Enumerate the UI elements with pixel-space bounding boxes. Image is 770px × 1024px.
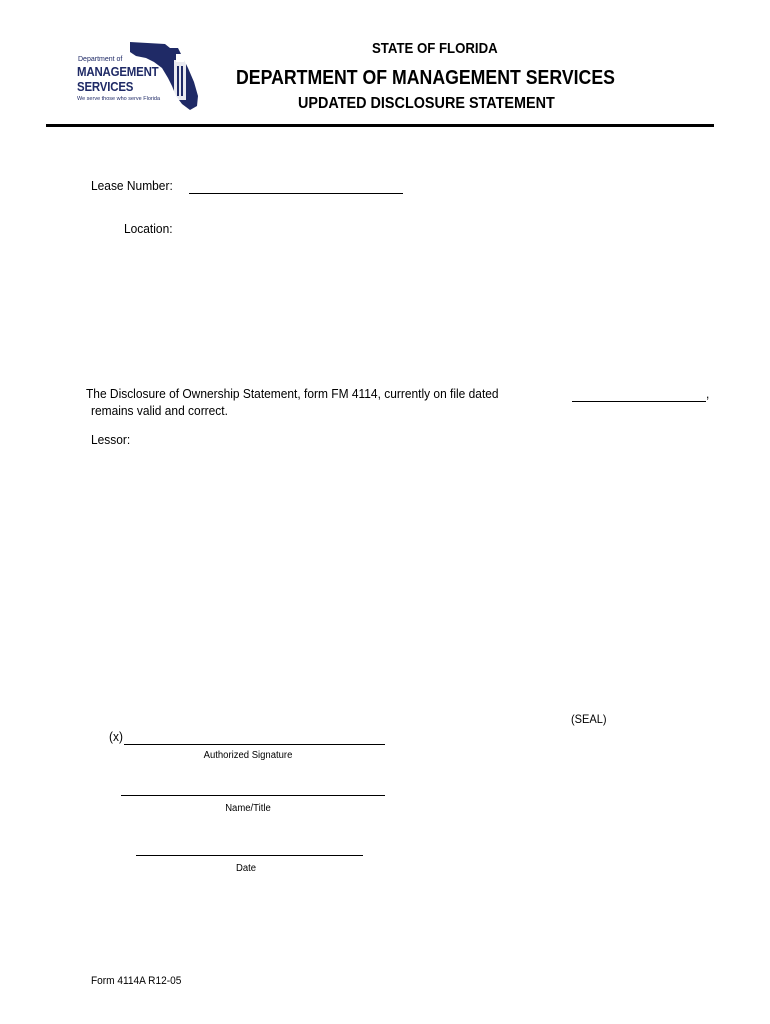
state-heading: STATE OF FLORIDA (372, 40, 498, 57)
seal-label: (SEAL) (571, 712, 607, 726)
disclosure-text-line2: remains valid and correct. (91, 403, 228, 418)
name-title-field[interactable] (121, 781, 385, 796)
form-code: Form 4114A R12-05 (91, 975, 182, 987)
date-field[interactable] (136, 841, 363, 856)
lease-number-label: Lease Number: (91, 178, 173, 193)
header-divider (46, 124, 714, 127)
location-label: Location: (124, 221, 173, 236)
logo-department-of: Department of (78, 56, 123, 63)
disclosure-comma: , (706, 386, 710, 401)
lease-number-field[interactable] (189, 178, 403, 194)
name-title-caption: Name/Title (225, 803, 271, 814)
logo-services: SERVICES (77, 79, 134, 94)
department-heading: DEPARTMENT OF MANAGEMENT SERVICES (236, 67, 615, 89)
date-on-file-field[interactable] (572, 386, 706, 402)
signature-prefix: (x) (109, 729, 123, 744)
signature-caption: Authorized Signature (203, 750, 293, 761)
date-caption: Date (235, 863, 257, 874)
logo-management: MANAGEMENT (77, 64, 159, 79)
document-title: UPDATED DISCLOSURE STATEMENT (298, 95, 555, 112)
signature-field[interactable] (124, 729, 385, 745)
disclosure-text: The Disclosure of Ownership Statement, form FM 4114, currently on file dated (86, 386, 499, 401)
logo-tagline: We serve those who serve Florida (77, 96, 161, 102)
lessor-label: Lessor: (91, 432, 131, 447)
